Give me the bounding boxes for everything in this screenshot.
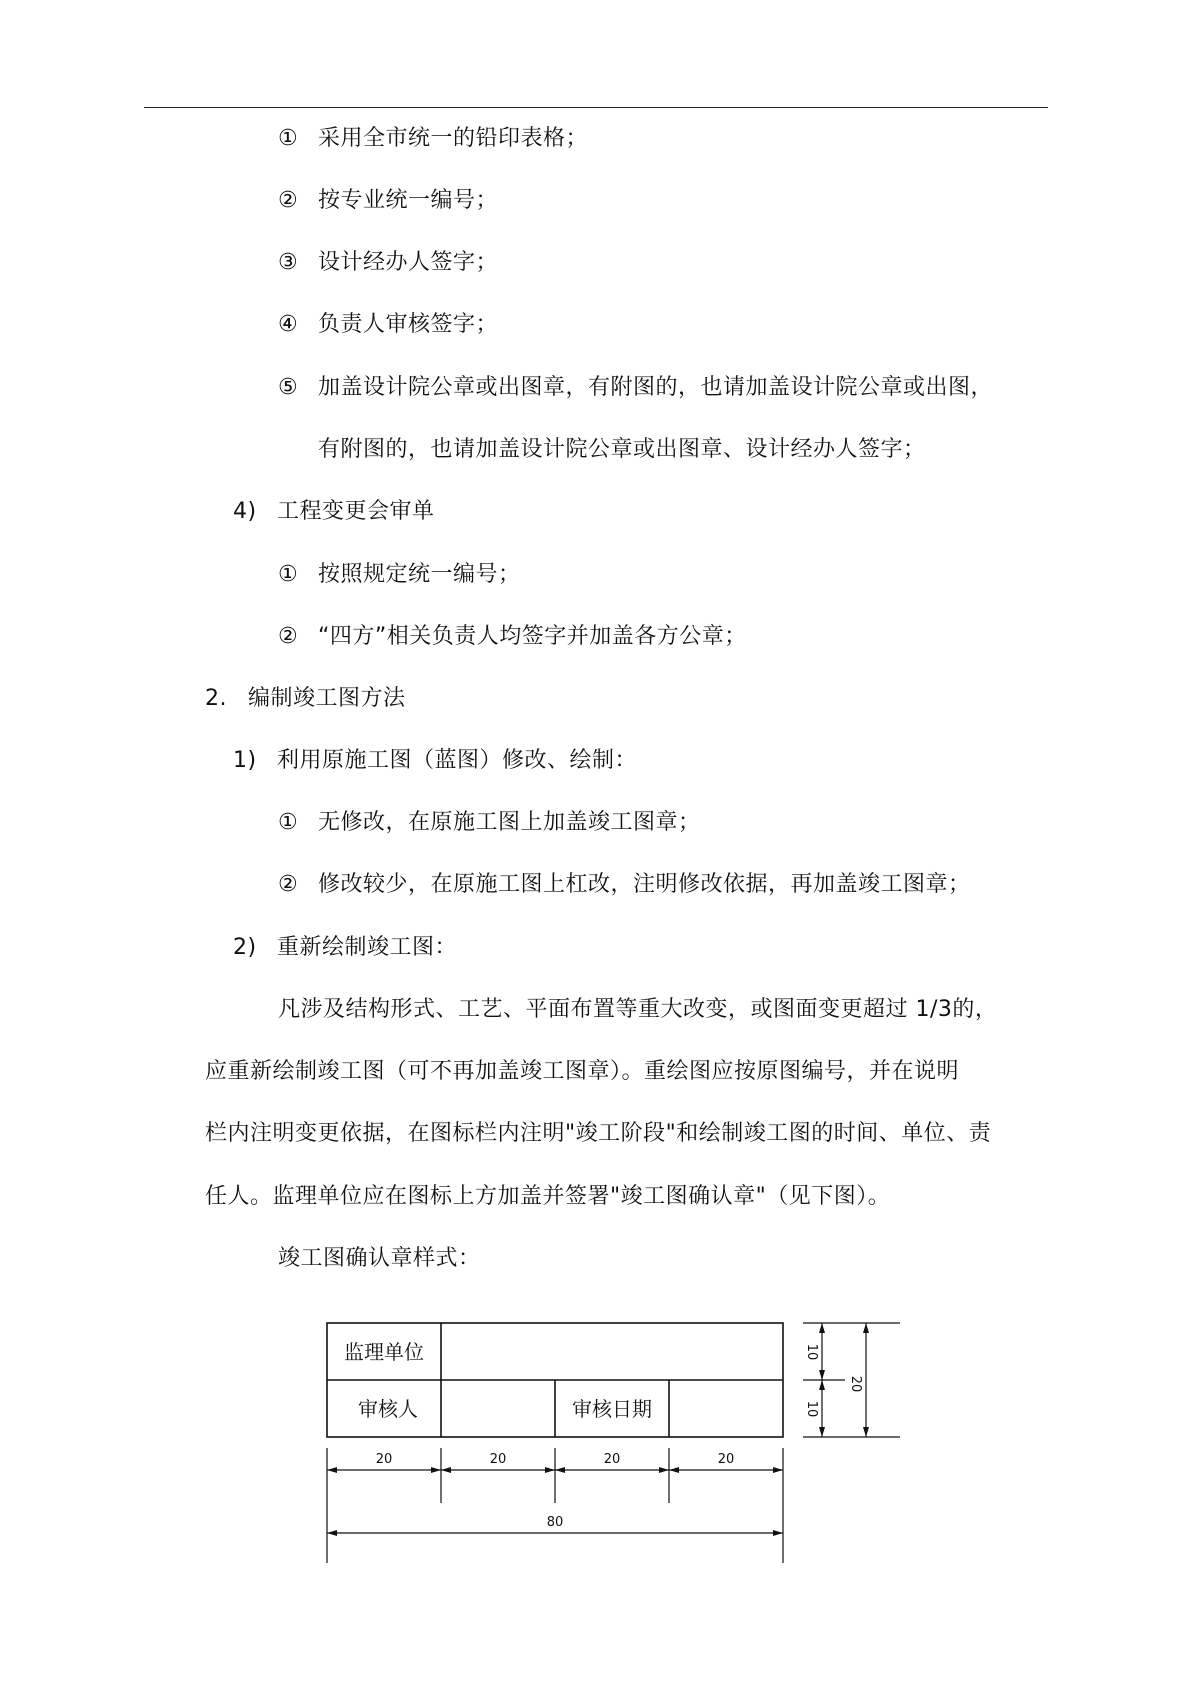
- paragraph-line: 凡涉及结构形式、工艺、平面布置等重大改变，或图面变更超过 1/3的，: [278, 997, 998, 1022]
- list-text: 按照规定统一编号；: [318, 562, 521, 587]
- list-marker: ③: [278, 250, 299, 275]
- list-text: “四方”相关负责人均签字并加盖各方公章；: [318, 624, 747, 649]
- stamp-cell-supervisor-unit: 监理单位: [344, 1340, 424, 1364]
- list-marker: ④: [278, 312, 299, 337]
- list-marker: ①: [278, 810, 299, 835]
- dim-label-row1: 10: [804, 1343, 819, 1361]
- sub-heading-text: 重新绘制竣工图：: [277, 935, 458, 960]
- dim-label-total-height: 20: [848, 1375, 863, 1393]
- dim-label-col1: 20: [375, 1452, 393, 1467]
- dim-label-col3: 20: [603, 1452, 621, 1467]
- paragraph-line: 竣工图确认章样式：: [278, 1246, 481, 1271]
- list-marker: ②: [278, 872, 299, 897]
- list-text: 负责人审核签字；: [318, 312, 499, 337]
- sub-heading-marker: 2): [233, 935, 257, 960]
- section-heading-text: 编制竣工图方法: [248, 686, 406, 711]
- sub-heading-text: 工程变更会审单: [277, 499, 435, 524]
- sub-heading-marker: 1): [233, 748, 257, 773]
- stamp-cell-reviewer: 审核人: [358, 1397, 418, 1421]
- list-text: 修改较少，在原施工图上杠改，注明修改依据，再加盖竣工图章；: [318, 872, 971, 897]
- paragraph-line: 任人。监理单位应在图标上方加盖并签署"竣工图确认章"（见下图）。: [205, 1184, 891, 1209]
- list-marker: ②: [278, 188, 299, 213]
- width-dimensions: [327, 1448, 783, 1563]
- list-marker: ⑤: [278, 375, 299, 400]
- paragraph-line: 栏内注明变更依据，在图标栏内注明"竣工阶段"和绘制竣工图的时间、单位、责: [205, 1121, 992, 1146]
- dim-label-total-width: 80: [546, 1515, 564, 1530]
- sub-heading-text: 利用原施工图（蓝图）修改、绘制：: [277, 748, 638, 773]
- list-item-continuation: 有附图的，也请加盖设计院公章或出图章、设计经办人签字；: [318, 437, 926, 462]
- dim-label-col4: 20: [717, 1452, 735, 1467]
- list-marker: ①: [278, 126, 299, 151]
- list-text: 加盖设计院公章或出图章，有附图的，也请加盖设计院公章或出图，: [318, 375, 994, 400]
- list-text: 无修改，在原施工图上加盖竣工图章；: [318, 810, 701, 835]
- stamp-cell-review-date: 审核日期: [572, 1397, 652, 1421]
- list-text: 采用全市统一的铅印表格；: [318, 126, 589, 151]
- section-heading-marker: 2.: [205, 686, 227, 711]
- sub-heading-marker: 4): [233, 499, 257, 524]
- dim-label-row2: 10: [804, 1400, 819, 1418]
- list-text: 按专业统一编号；: [318, 188, 499, 213]
- list-text: 设计经办人签字；: [318, 250, 499, 275]
- paragraph-line: 应重新绘制竣工图（可不再加盖竣工图章）。重绘图应按原图编号，并在说明: [205, 1059, 960, 1084]
- dim-label-col2: 20: [489, 1452, 507, 1467]
- list-marker: ②: [278, 624, 299, 649]
- list-marker: ①: [278, 562, 299, 587]
